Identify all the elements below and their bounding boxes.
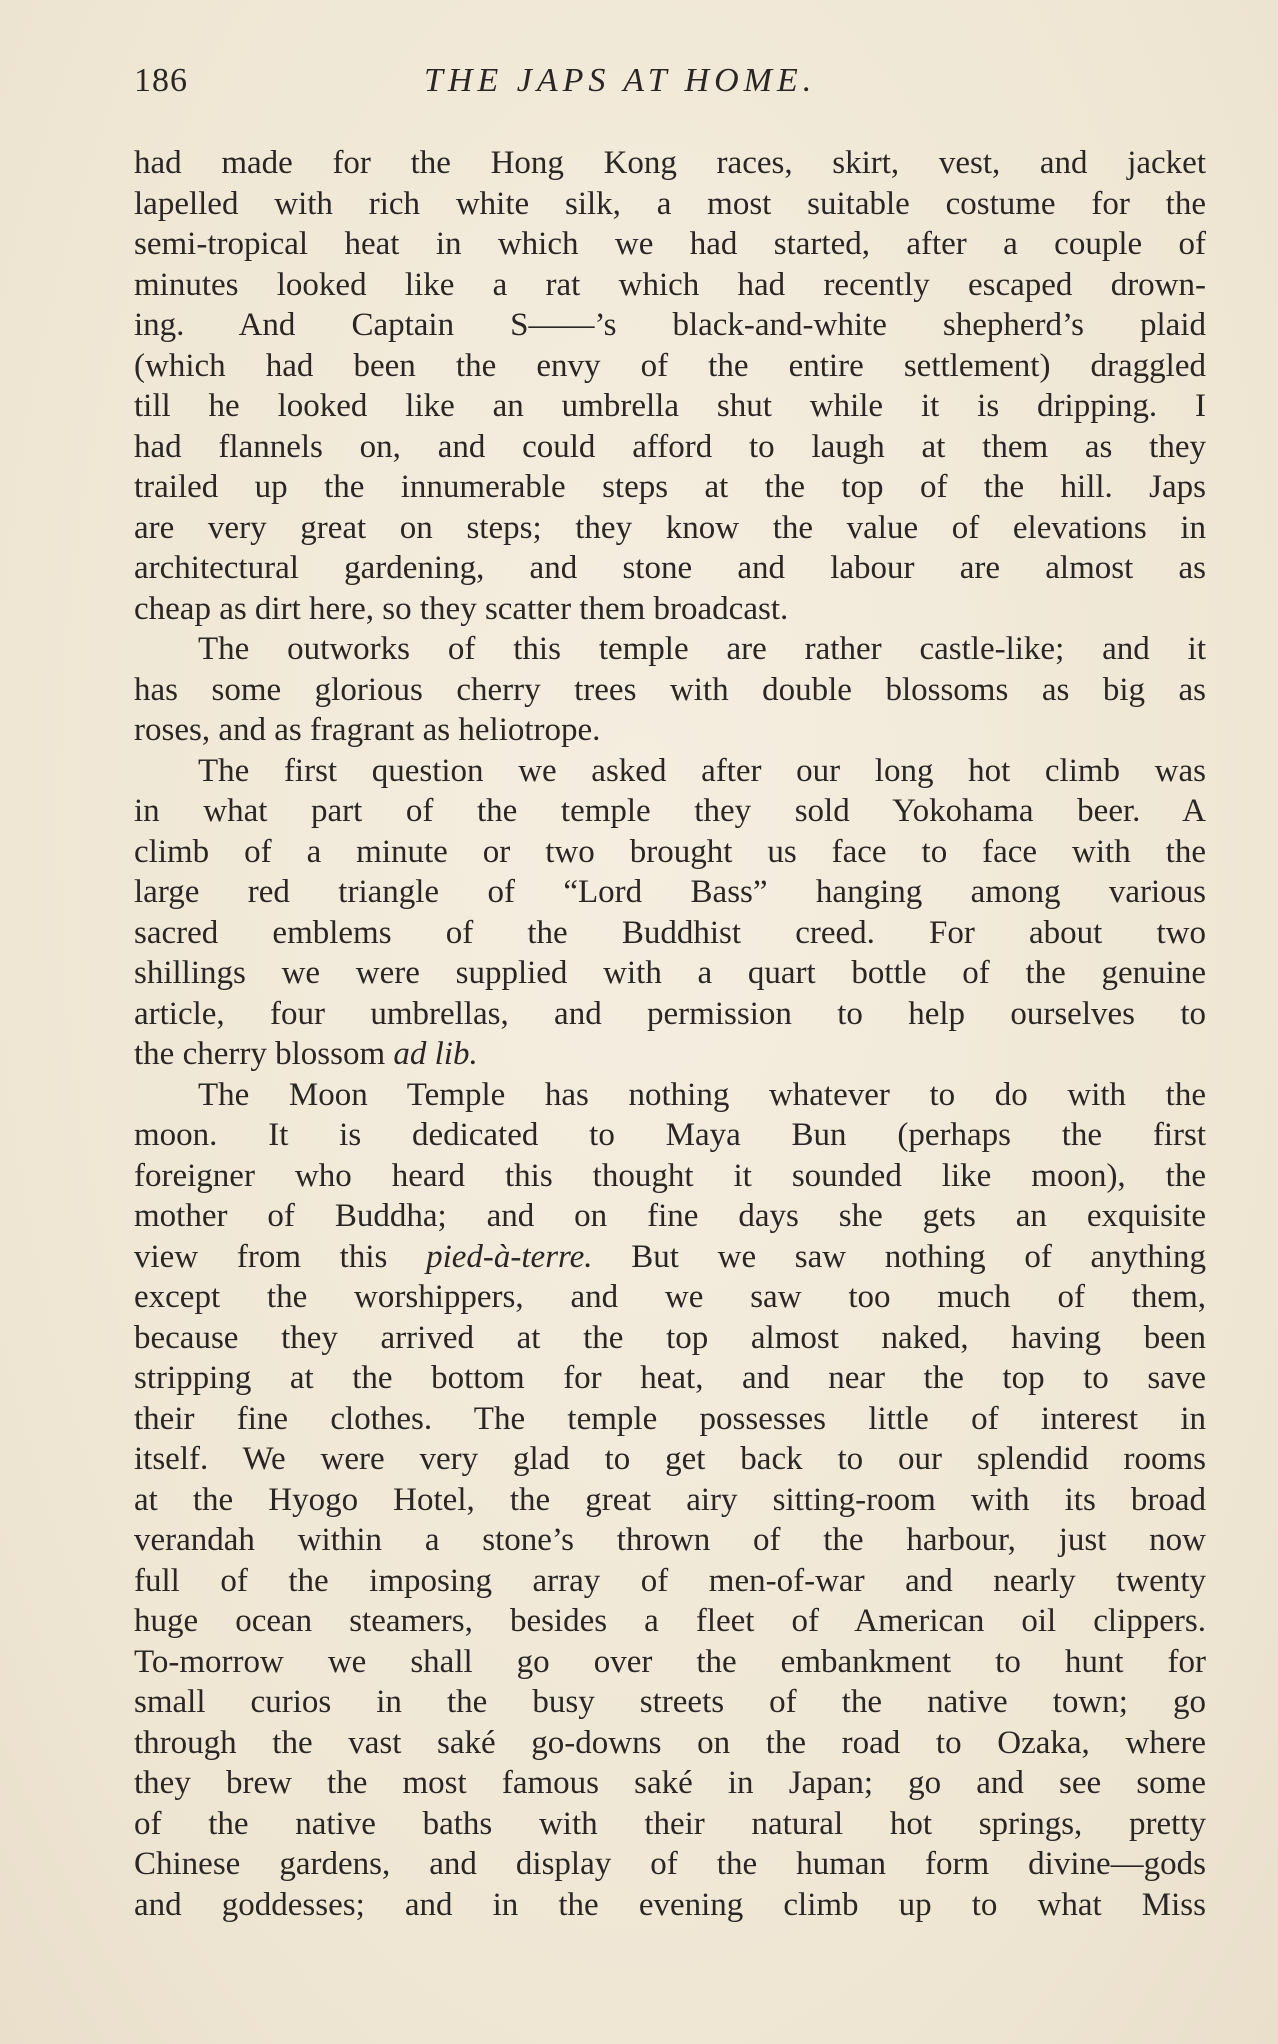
text-line: shillings we were supplied with a quart bottle of the genuine [134,955,1206,991]
italic-phrase: ad lib. [393,1036,478,1072]
text-line: full of the imposing array of men-of-war and nearly twenty [134,1562,1206,1599]
text-line: had made for the Hong Kong races, skirt, vest, and jacket [134,145,1206,181]
text-line: and goddesses; and in the evening climb up to what Miss [134,1886,1206,1923]
text-line: large red triangle of “Lord Bass” hanging among various [134,874,1206,910]
text-line [134,1034,1206,1075]
text-line: trailed up the innumerable steps at the top of the hill. Japs [134,469,1206,505]
text-line: moon. It is dedicated to Maya Bun (perhaps the first [134,1117,1206,1153]
text-line: (which had been the envy of the entire settlement) draggled [134,347,1206,384]
text-line: semi-tropical heat in which we had started, after a couple of [134,226,1206,262]
text-line: minutes looked like a rat which had recently escaped drown- [134,266,1206,303]
text-line: stripping at the bottom for heat, and near the top to save [134,1360,1206,1396]
text-line: had flannels on, and could afford to laugh at them as they [134,428,1206,465]
page-header [134,62,1206,112]
text-line: lapelled with rich white silk, a most suitable costume for the [134,185,1206,222]
body-text [134,143,1206,1925]
text-line: of the native baths with their natural hot springs, pretty [134,1805,1206,1842]
text-line: because they arrived at the top almost naked, having been [134,1319,1206,1356]
text-line: architectural gardening, and stone and labour are almost as [134,550,1206,586]
page-number: 186 [134,62,188,99]
text-segment: But we saw nothing of anything [592,1238,1207,1275]
text-line: climb of a minute or two brought us face to face with the [134,833,1206,870]
text-line: The Moon Temple has nothing whatever to do with the [198,1076,1206,1113]
text-line: The first question we asked after our long hot climb was [198,752,1206,789]
text-line: To-morrow we shall go over the embankment to hunt for [134,1643,1206,1680]
text-line [134,1237,1206,1278]
text-line: till he looked like an umbrella shut while it is dripping. I [134,388,1206,424]
text-line: has some glorious cherry trees with double blossoms as big as [134,671,1206,708]
text-line: roses, and as fragrant as heliotrope. [134,712,601,748]
text-line: through the vast saké go-downs on the road to Ozaka, where [134,1724,1206,1761]
text-line: article, four umbrellas, and permission to help ourselves to [134,995,1206,1032]
text-line: small curios in the busy streets of the native town; go [134,1684,1206,1720]
text-line: their fine clothes. The temple possesses little of interest in [134,1400,1206,1437]
text-line: foreigner who heard this thought it sounded like moon), the [134,1157,1206,1194]
text-line: sacred emblems of the Buddhist creed. For about two [134,914,1206,951]
text-line: huge ocean steamers, besides a fleet of American oil clippers. [134,1603,1206,1639]
text-line: at the Hyogo Hotel, the great airy sitting-room with its broad [134,1481,1206,1518]
text-line: verandah within a stone’s thrown of the harbour, just now [134,1522,1206,1558]
text-line: itself. We were very glad to get back to our splendid rooms [134,1441,1206,1477]
text-line: The outworks of this temple are rather castle-like; and it [198,631,1206,667]
text-segment: view from this [134,1238,388,1275]
text-line: mother of Buddha; and on fine days she gets an exquisite [134,1198,1206,1234]
text-line: are very great on steps; they know the value of elevations in [134,509,1206,546]
text-line: in what part of the temple they sold Yokohama beer. A [134,793,1206,829]
text-line: they brew the most famous saké in Japan; go and see some [134,1765,1206,1801]
text-line: except the worshippers, and we saw too much of them, [134,1279,1206,1315]
text-line: ing. And Captain S——’s black-and-white shepherd’s plaid [134,307,1206,343]
running-title: THE JAPS AT HOME. [424,62,817,99]
text-segment: the cherry blossom [134,1036,386,1072]
text-line: Chinese gardens, and display of the human form divine—gods [134,1846,1206,1882]
text-line: cheap as dirt here, so they scatter them broadcast. [134,590,789,627]
italic-phrase: pied-à-terre. [426,1238,593,1275]
